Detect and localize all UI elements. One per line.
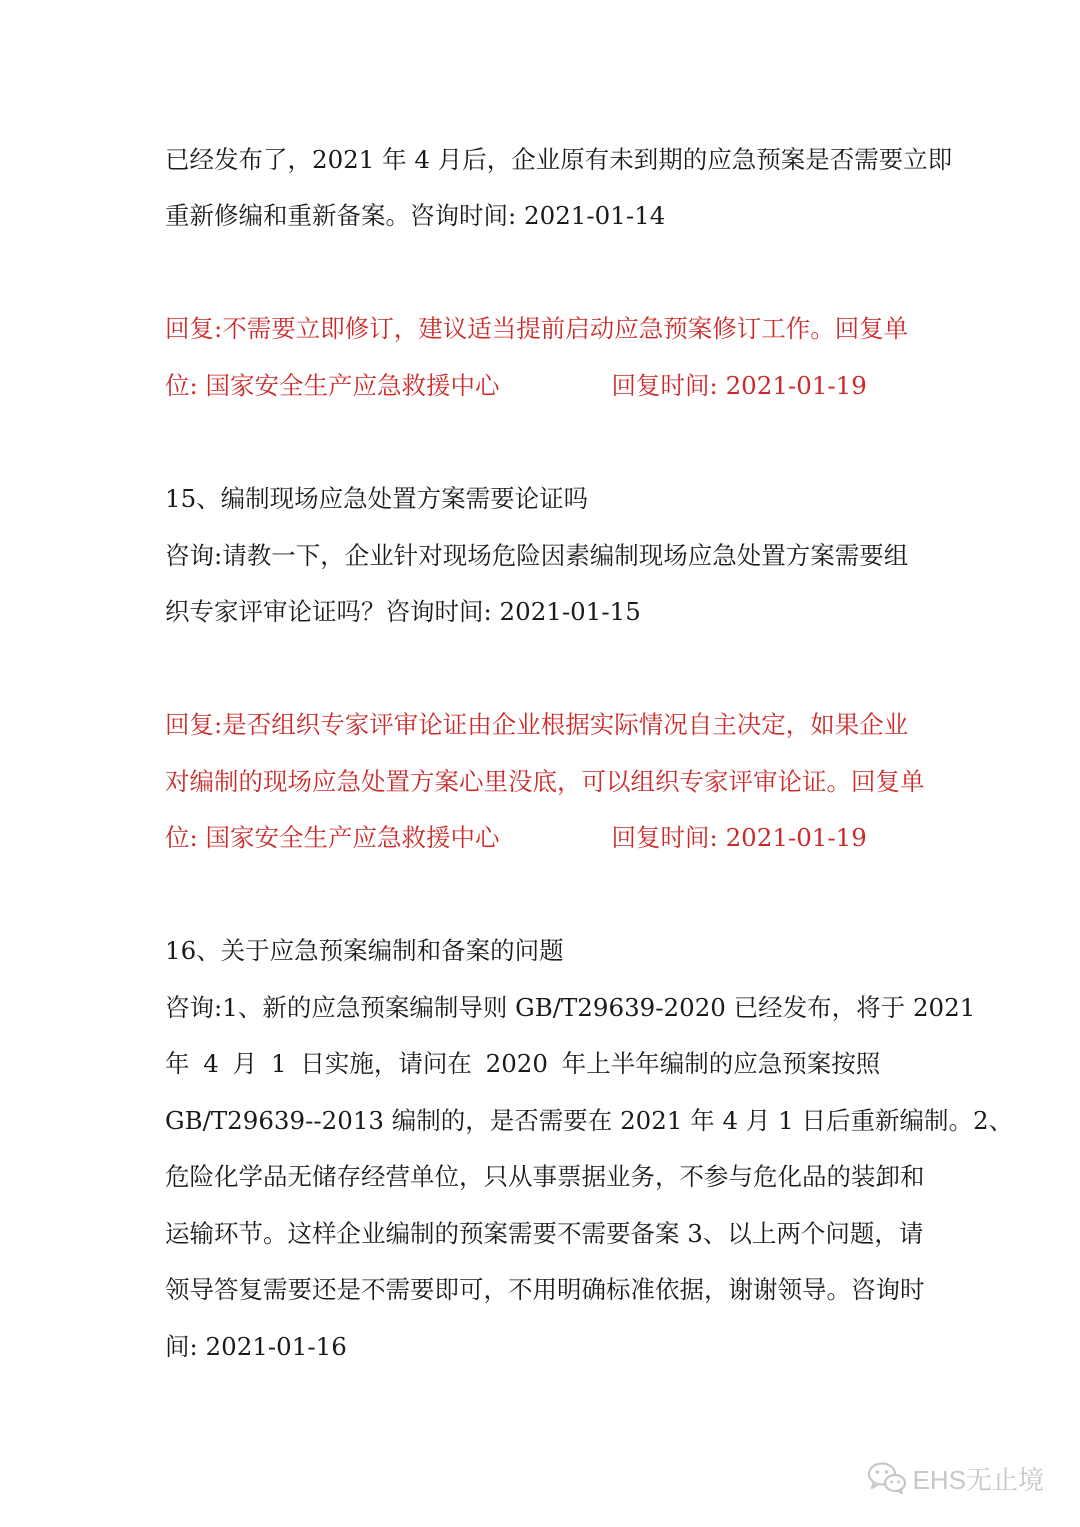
question-16-text-line-3: GB/T29639--2013 编制的，是否需要在 2021 年 4 月 1 日后重新编制。2、: [165, 1106, 1014, 1135]
question-14-text-line-1: 已经发布了，2021 年 4 月后，企业原有未到期的应急预案是否需要立即: [165, 145, 953, 174]
watermark-text: EHS无止境: [912, 1464, 1044, 1495]
reply-15-unit: 位: 国家安全生产应急救援中心: [165, 823, 500, 852]
question-16-text-line-7: 间: 2021-01-16: [165, 1332, 347, 1361]
wechat-icon: [867, 1461, 907, 1495]
account-watermark: [867, 1458, 1044, 1498]
question-14-text-line-2: 重新修编和重新备案。咨询时间: 2021-01-14: [165, 201, 666, 230]
question-16-text-line-1: 咨询:1、新的应急预案编制导则 GB/T29639-2020 已经发布，将于 2021: [165, 993, 976, 1022]
question-16-heading: 16、关于应急预案编制和备案的问题: [165, 936, 564, 965]
reply-14-line-1: 回复:不需要立即修订，建议适当提前启动应急预案修订工作。回复单: [165, 314, 909, 343]
question-15-text-line-1: 咨询:请教一下，企业针对现场危险因素编制现场应急处置方案需要组: [165, 541, 909, 570]
reply-15-time: 回复时间: 2021-01-19: [611, 823, 867, 852]
question-16-text-line-4: 危险化学品无储存经营单位，只从事票据业务，不参与危化品的装卸和: [165, 1162, 925, 1191]
reply-14-time: 回复时间: 2021-01-19: [611, 371, 867, 400]
question-15-heading: 15、编制现场应急处置方案需要论证吗: [165, 484, 589, 513]
reply-14-unit: 位: 国家安全生产应急救援中心: [165, 371, 500, 400]
question-15-text-line-2: 织专家评审论证吗？咨询时间: 2021-01-15: [165, 597, 641, 626]
reply-15-line-1: 回复:是否组织专家评审论证由企业根据实际情况自主决定，如果企业: [165, 710, 909, 739]
question-16-text-line-5: 运输环节。这样企业编制的预案需要不需要备案 3、以上两个问题，请: [165, 1219, 924, 1248]
reply-15-line-2: 对编制的现场应急处置方案心里没底，可以组织专家评审论证。回复单: [165, 767, 925, 796]
reply-15-line-3: [165, 822, 925, 854]
question-16-text-line-6: 领导答复需要还是不需要即可，不用明确标准依据，谢谢领导。咨询时: [165, 1275, 925, 1304]
question-16-text-line-2: 年 4 月 1 日实施，请问在 2020 年上半年编制的应急预案按照: [165, 1049, 881, 1078]
reply-14-line-2: [165, 370, 925, 402]
